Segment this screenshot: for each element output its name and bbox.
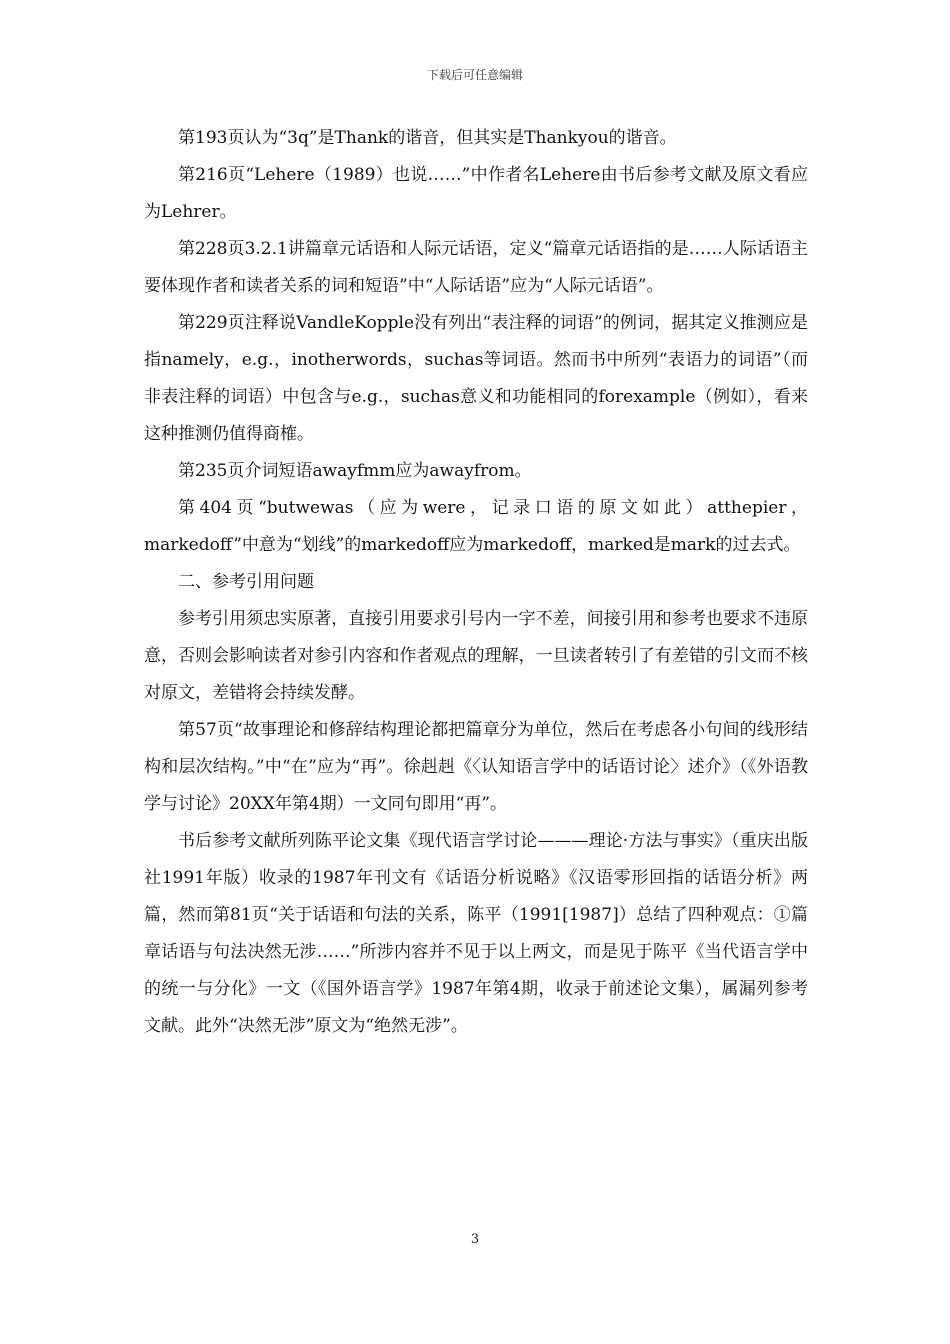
page-header: 下载后可任意编辑 — [426, 68, 523, 82]
paragraph: 参考引用须忠实原著，直接引用要求引号内一字不差，间接引用和参考也要求不违原意，否则会影响读者对参引内容和作者观点的理解，一旦读者转引了有差错的引文而不核对原文，差错将会持续发酵。 — [144, 609, 808, 703]
paragraph: 第57页“故事理论和修辞结构理论都把篇章分为单位，然后在考虑各小句间的线形结构和层次结构。”中“在”应为“再”。徐赳赳《〈认知语言学中的话语讨论〉述介》（《外语教学与讨论》20XX年第4期）一文同句即用“再”。 — [144, 720, 808, 814]
paragraph: 第216页“Lehere（1989）也说……”中作者名Lehere由书后参考文献及原文看应为Lehrer。 — [144, 165, 808, 222]
document-body — [144, 120, 808, 1045]
paragraph: 第235页介词短语awayfmm应为awayfrom。 — [178, 461, 532, 481]
paragraph: 第229页注释说VandleKopple没有列出“表注释的词语”的例词，据其定义推测应是指namely，e.g.，inotherwords，suchas等词语。然而书中所列“表语力的词语”（而非表注释的词语）中包含与e.g.，suchas意义和功能相同的forexample（例如），看来这种推测仍值得商榷。 — [144, 313, 808, 444]
paragraph: 第193页认为“3q”是Thank的谐音，但其实是Thankyou的谐音。 — [178, 128, 677, 148]
section-heading: 二、参考引用问题 — [178, 572, 314, 592]
page-number: 3 — [470, 1232, 480, 1247]
paragraph: 书后参考文献所列陈平论文集《现代语言学讨论———理论·方法与事实》（重庆出版社1991年版）收录的1987年刊文有《话语分析说略》《汉语零形回指的话语分析》两篇，然而第81页“关于话语和句法的关系，陈平（1991[1987]）总结了四种观点：①篇章话语与句法决然无涉……”所涉内容并不见于以上两文，而是见于陈平《当代语言学中的统一与分化》一文（《国外语言学》1987年第4期，收录于前述论文集），属漏列参考文献。此外“决然无涉”原文为“绝然无涉”。 — [144, 831, 808, 1036]
paragraph: 第228页3.2.1讲篇章元话语和人际元话语，定义“篇章元话语指的是……人际话语主要体现作者和读者关系的词和短语”中“人际话语”应为“人际元话语”。 — [144, 239, 808, 296]
paragraph: 第404页“butwewas（应为were，记录口语的原文如此）atthepier，markedoff”中意为“划线”的markedoff应为markedoff，marked是mark的过去式。 — [144, 498, 808, 555]
